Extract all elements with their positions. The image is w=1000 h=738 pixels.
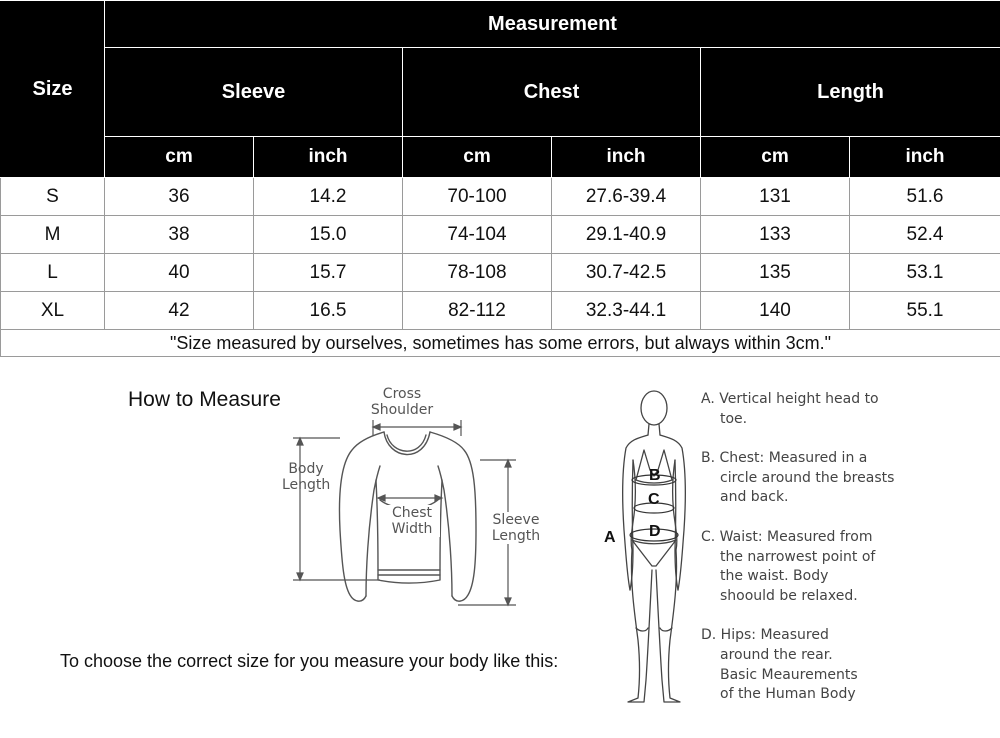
table-cell: 74-104 <box>403 216 552 254</box>
table-cell: 38 <box>105 216 254 254</box>
note-d: D. Hips: Measured around the rear. <box>701 627 833 663</box>
measurement-header: Measurement <box>105 1 1000 48</box>
table-cell: 78-108 <box>403 254 552 292</box>
measurement-note: "Size measured by ourselves, sometimes has some errors, but always within 3cm." <box>1 330 1000 357</box>
table-cell: 53.1 <box>850 254 1000 292</box>
size-header: Size <box>1 1 105 178</box>
note-c: C. Waist: Measured from the narrowest point of the waist. Body shoould be relaxed. <box>701 528 876 604</box>
note-basic-measurements: Basic Meaurements of the Human Body <box>720 666 858 703</box>
chest-header: Chest <box>403 48 701 137</box>
table-cell: 15.7 <box>254 254 403 292</box>
note-b: B. Chest: Measured in a circle around the breasts and back. <box>701 450 895 506</box>
chest-width-label: Chest Width <box>384 505 440 537</box>
table-cell: 40 <box>105 254 254 292</box>
table-cell: 52.4 <box>850 216 1000 254</box>
marker-c: C <box>648 491 660 508</box>
unit-header: cm <box>403 137 552 178</box>
table-cell: 36 <box>105 178 254 216</box>
table-cell: 29.1-40.9 <box>552 216 701 254</box>
size-cell: L <box>1 254 105 292</box>
table-cell: 27.6-39.4 <box>552 178 701 216</box>
note-a: A. Vertical height head to toe. <box>701 391 879 427</box>
unit-header: inch <box>254 137 403 178</box>
table-cell: 51.6 <box>850 178 1000 216</box>
marker-a: A <box>604 529 616 546</box>
table-cell: 55.1 <box>850 292 1000 330</box>
table-cell: 131 <box>701 178 850 216</box>
marker-d: D <box>649 523 661 540</box>
table-cell: 15.0 <box>254 216 403 254</box>
unit-header: cm <box>701 137 850 178</box>
table-cell: 135 <box>701 254 850 292</box>
unit-header: inch <box>850 137 1000 178</box>
table-cell: 14.2 <box>254 178 403 216</box>
size-cell: M <box>1 216 105 254</box>
table-cell: 30.7-42.5 <box>552 254 701 292</box>
measurement-notes <box>701 390 991 705</box>
unit-header: cm <box>105 137 254 178</box>
table-cell: 70-100 <box>403 178 552 216</box>
cross-shoulder-label: Cross Shoulder <box>370 386 434 418</box>
size-cell: S <box>1 178 105 216</box>
table-row <box>1 216 1000 254</box>
sleeve-length-label: Sleeve Length <box>485 512 547 544</box>
size-cell: XL <box>1 292 105 330</box>
table-row <box>1 254 1000 292</box>
table-cell: 32.3-44.1 <box>552 292 701 330</box>
size-chart-table <box>0 0 1000 357</box>
sleeve-header: Sleeve <box>105 48 403 137</box>
table-cell: 133 <box>701 216 850 254</box>
marker-b: B <box>649 467 661 484</box>
body-length-label: Body Length <box>282 461 331 493</box>
table-cell: 140 <box>701 292 850 330</box>
table-cell: 42 <box>105 292 254 330</box>
table-cell: 16.5 <box>254 292 403 330</box>
table-cell: 82-112 <box>403 292 552 330</box>
how-to-measure-title: How to Measure <box>128 388 281 411</box>
instruction-text: To choose the correct size for you measure your body like this: <box>60 651 559 671</box>
length-header: Length <box>701 48 1000 137</box>
table-row <box>1 292 1000 330</box>
unit-header: inch <box>552 137 701 178</box>
table-row <box>1 178 1000 216</box>
